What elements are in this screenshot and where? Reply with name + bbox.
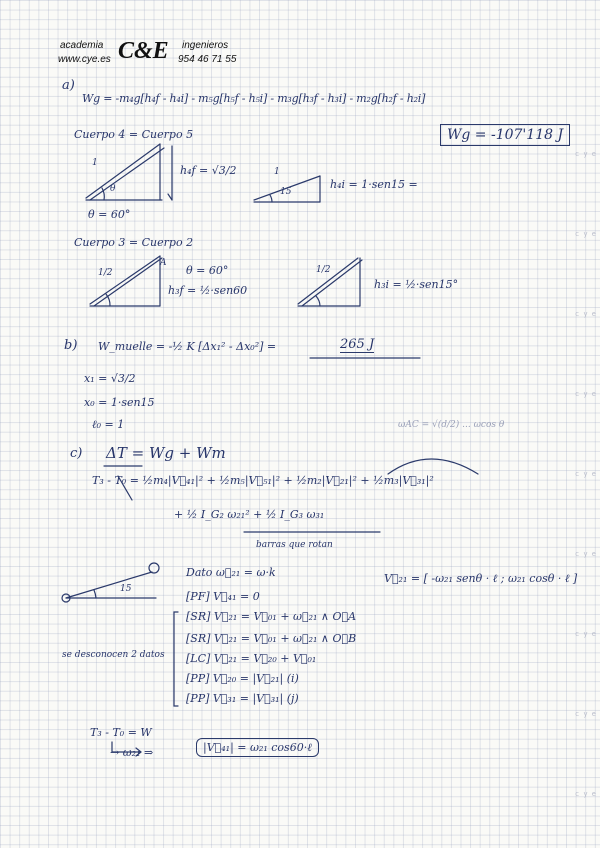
final-eq-1: T₃ - T₀ = W bbox=[90, 726, 152, 739]
triangle-60-a bbox=[86, 144, 164, 200]
part-b-label: b) bbox=[64, 338, 78, 353]
margin-mark: c y e bbox=[574, 630, 596, 638]
theta-60-b: θ = 60° bbox=[186, 264, 229, 277]
header-ingenieros: ingenieros bbox=[182, 40, 229, 51]
triangle-60-b bbox=[90, 256, 162, 306]
header-phone: 954 46 71 55 bbox=[178, 54, 237, 65]
part-a-label: a) bbox=[62, 78, 75, 93]
pp-relation-1: [PP] V⃗₂₀ = |V⃗₂₁| (i) bbox=[186, 672, 299, 685]
length-label-2: 1 bbox=[274, 167, 280, 177]
cuerpo45-title: Cuerpo 4 = Cuerpo 5 bbox=[74, 128, 194, 141]
pf-relation: [PF] V⃗₄₁ = 0 bbox=[186, 590, 260, 603]
h4f-value: h₄f = √3/2 bbox=[180, 164, 237, 177]
dato-omega: Dato ω⃗₂₁ = ω·k bbox=[186, 566, 276, 579]
h3f-value: h₃f = ½·sen60 bbox=[168, 284, 248, 297]
header-logo: C&E bbox=[118, 38, 169, 64]
sr-relation-2: [SR] V⃗₂₁ = V⃗₀₁ + ω⃗₂₁ ∧ O⃗B bbox=[186, 632, 357, 645]
velocity-vector: V⃗₂₁ = [ -ω₂₁ senθ · ℓ ; ω₂₁ cosθ · ℓ ] bbox=[384, 572, 578, 585]
theta-symbol: θ bbox=[110, 184, 116, 194]
angle-15: 15 bbox=[280, 187, 292, 197]
margin-mark: c y e bbox=[574, 710, 596, 718]
kinetic-energy-eq: T₃ - T₀ = ½m₄|V⃗₄₁|² + ½m₅|V⃗₅₁|² + ½m₂|V⃗₂₁|² + ½m₃|V⃗₃₁|² bbox=[92, 474, 434, 487]
incline-diagram bbox=[62, 563, 159, 602]
energy-theorem: ΔT = Wg + Wm bbox=[106, 444, 226, 462]
work-equation: Wg = -m₄g[h₄f - h₄i] - m₅g[h₅f - h₅i] - m₃g[h₃f - h₃i] - m₂g[h₂f - h₂i] bbox=[82, 92, 426, 105]
side-note: ωAC = √(d/2) ... ωcos θ bbox=[398, 420, 505, 430]
unknowns-note: se desconocen 2 datos bbox=[62, 650, 165, 660]
margin-mark: c y e bbox=[574, 790, 596, 798]
header-academia: academia bbox=[60, 40, 104, 51]
angle-15-c: 15 bbox=[120, 584, 132, 594]
margin-mark: c y e bbox=[574, 390, 596, 398]
x1-value: x₁ = √3/2 bbox=[84, 372, 136, 385]
point-A: A bbox=[160, 258, 167, 268]
margin-mark: c y e bbox=[574, 550, 596, 558]
header-web: www.cye.es bbox=[58, 54, 111, 65]
work-result: Wg = -107'118 J bbox=[440, 124, 570, 146]
lc-relation: [LC] V⃗₂₁ = V⃗₂₀ + V⃗₀₁ bbox=[186, 652, 317, 665]
half-label-2: 1/2 bbox=[316, 265, 331, 275]
triangle-15-b bbox=[298, 258, 362, 306]
theta-60: θ = 60° bbox=[88, 208, 131, 221]
sr-relation-1: [SR] V⃗₂₁ = V⃗₀₁ + ω⃗₂₁ ∧ O⃗A bbox=[186, 610, 357, 623]
length-label: 1 bbox=[92, 158, 98, 168]
half-label: 1/2 bbox=[98, 268, 113, 278]
x0-value: x₀ = 1·sen15 bbox=[84, 396, 155, 409]
note-rotating-bars: barras que rotan bbox=[256, 540, 333, 550]
triangle-15-a bbox=[254, 176, 320, 202]
margin-mark: c y e bbox=[574, 150, 596, 158]
margin-mark: c y e bbox=[574, 230, 596, 238]
final-eq-2: → ω₂₁ ⇒ bbox=[110, 746, 154, 759]
margin-mark: c y e bbox=[574, 470, 596, 478]
spring-work-eq: W_muelle = -½ K [Δx₁² - Δx₀²] = bbox=[98, 340, 277, 353]
l0-value: ℓ₀ = 1 bbox=[92, 418, 125, 431]
rotational-energy-eq: + ½ I_G₂ ω₂₁² + ½ I_G₃ ω₃₁ bbox=[174, 508, 325, 521]
margin-mark: c y e bbox=[574, 310, 596, 318]
spring-work-result: 265 J bbox=[340, 337, 375, 352]
cuerpo32-title: Cuerpo 3 = Cuerpo 2 bbox=[74, 236, 194, 249]
h3i-value: h₃i = ½·sen15° bbox=[374, 278, 459, 291]
h4i-value: h₄i = 1·sen15 = bbox=[330, 178, 418, 191]
pp-relation-2: [PP] V⃗₃₁ = |V⃗₃₁| (j) bbox=[186, 692, 299, 705]
final-result-box: |V⃗₄₁| = ω₂₁ cos60·ℓ bbox=[196, 738, 319, 757]
part-c-label: c) bbox=[70, 446, 83, 461]
